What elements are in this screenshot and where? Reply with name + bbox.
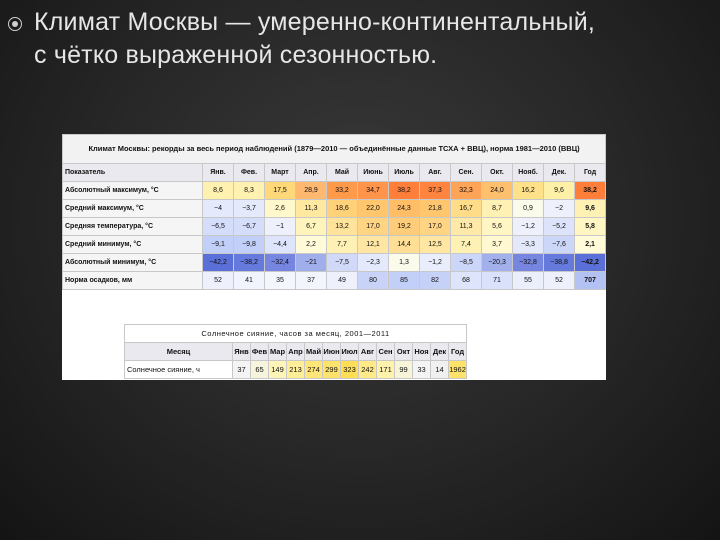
climate-records-table [62,134,606,290]
climate-month-header: Авг. [420,164,451,182]
climate-value-cell: 18,6 [327,200,358,218]
climate-table-row [63,236,606,254]
climate-value-cell: −9,1 [203,236,234,254]
climate-month-header: Янв. [203,164,234,182]
climate-value-cell: 2,1 [575,236,606,254]
climate-value-cell: −3,3 [513,236,544,254]
sunshine-value-cell: 149 [269,361,287,379]
sunshine-row-label: Солнечное сияние, ч [125,361,233,379]
sunshine-month-header: Авг [359,343,377,361]
sunshine-value-cell: 99 [395,361,413,379]
sunshine-month-header: Дек [431,343,449,361]
climate-value-cell: 24,3 [389,200,420,218]
climate-value-cell: −42,2 [203,254,234,272]
sunshine-month-header: Сен [377,343,395,361]
climate-row-label: Норма осадков, мм [63,272,203,290]
sunshine-month-header: Год [449,343,467,361]
climate-value-cell: −38,2 [234,254,265,272]
climate-month-header: Март [265,164,296,182]
sunshine-value-cell: 65 [251,361,269,379]
climate-value-cell: −32,4 [265,254,296,272]
climate-value-cell: 8,6 [203,182,234,200]
climate-value-cell: −1,2 [513,218,544,236]
sunshine-value-cell: 33 [413,361,431,379]
climate-month-header: Июль [389,164,420,182]
climate-row-label: Абсолютный максимум, °C [63,182,203,200]
climate-value-cell: −4 [203,200,234,218]
climate-value-cell: 22,0 [358,200,389,218]
climate-header-row [63,164,606,182]
sunshine-value-row [125,361,467,379]
climate-month-header: Дек. [544,164,575,182]
climate-row-label: Абсолютный минимум, °C [63,254,203,272]
climate-value-cell: 12,1 [358,236,389,254]
sunshine-header-label: Месяц [125,343,233,361]
climate-month-header: Сен. [451,164,482,182]
sunshine-value-cell: 1962 [449,361,467,379]
climate-value-cell: 5,8 [575,218,606,236]
sunshine-month-header: Фев [251,343,269,361]
slide-title-line-1: Климат Москвы — умеренно-континентальный, [34,8,596,36]
climate-value-cell: 52 [544,272,575,290]
climate-value-cell: 38,2 [389,182,420,200]
climate-value-cell: −6,5 [203,218,234,236]
climate-value-cell: 37 [296,272,327,290]
climate-value-cell: −5,2 [544,218,575,236]
climate-value-cell: 8,7 [482,200,513,218]
climate-value-cell: 707 [575,272,606,290]
sunshine-value-cell: 14 [431,361,449,379]
climate-value-cell: 9,6 [544,182,575,200]
climate-value-cell: −2 [544,200,575,218]
climate-value-cell: −20,3 [482,254,513,272]
climate-table-row [63,254,606,272]
climate-value-cell: 11,3 [296,200,327,218]
climate-value-cell: 6,7 [296,218,327,236]
climate-value-cell: 7,4 [451,236,482,254]
climate-value-cell: 52 [203,272,234,290]
climate-value-cell: 0,9 [513,200,544,218]
slide-title-row [8,6,714,72]
climate-value-cell: 55 [513,272,544,290]
climate-value-cell: 82 [420,272,451,290]
climate-value-cell: −3,7 [234,200,265,218]
climate-value-cell: 28,9 [296,182,327,200]
climate-table-caption: Климат Москвы: рекорды за весь период наблюдений (1879—2010 — объединённые данные ТСХА + ВВЦ), норма 1981—2010 (ВВЦ) [63,135,606,164]
climate-value-cell: 5,6 [482,218,513,236]
climate-value-cell: −21 [296,254,327,272]
sunshine-value-cell: 37 [233,361,251,379]
sunshine-header-row [125,343,467,361]
climate-value-cell: −32,8 [513,254,544,272]
climate-row-label: Средняя температура, °C [63,218,203,236]
sunshine-month-header: Июн [323,343,341,361]
sunshine-value-cell: 242 [359,361,377,379]
climate-value-cell: −38,8 [544,254,575,272]
climate-image-panel [62,134,606,380]
climate-value-cell: 9,6 [575,200,606,218]
sunshine-month-header: Янв [233,343,251,361]
climate-value-cell: 17,5 [265,182,296,200]
climate-value-cell: −1 [265,218,296,236]
climate-value-cell: −6,7 [234,218,265,236]
climate-value-cell: 21,8 [420,200,451,218]
sunshine-month-header: Мар [269,343,287,361]
climate-value-cell: 24,0 [482,182,513,200]
climate-value-cell: 2,6 [265,200,296,218]
climate-value-cell: 85 [389,272,420,290]
climate-value-cell: −4,4 [265,236,296,254]
climate-value-cell: 14,4 [389,236,420,254]
climate-value-cell: 37,3 [420,182,451,200]
climate-month-header: Год [575,164,606,182]
climate-value-cell: 2,2 [296,236,327,254]
climate-value-cell: 11,3 [451,218,482,236]
sunshine-value-cell: 323 [341,361,359,379]
climate-month-header: Фев. [234,164,265,182]
climate-value-cell: 12,5 [420,236,451,254]
climate-value-cell: 32,3 [451,182,482,200]
climate-value-cell: 1,3 [389,254,420,272]
sunshine-month-header: Май [305,343,323,361]
sunshine-month-header: Окт [395,343,413,361]
climate-row-label: Средний минимум, °C [63,236,203,254]
climate-table-row [63,200,606,218]
climate-month-header: Нояб. [513,164,544,182]
climate-value-cell: 19,2 [389,218,420,236]
sunshine-month-header: Апр [287,343,305,361]
climate-table-row [63,218,606,236]
climate-value-cell: −9,8 [234,236,265,254]
climate-value-cell: 3,7 [482,236,513,254]
sunshine-value-cell: 213 [287,361,305,379]
climate-value-cell: 8,3 [234,182,265,200]
sunshine-value-cell: 171 [377,361,395,379]
climate-value-cell: 41 [234,272,265,290]
climate-value-cell: 33,2 [327,182,358,200]
climate-value-cell: 35 [265,272,296,290]
climate-value-cell: 17,0 [358,218,389,236]
bullet-icon [8,17,22,31]
climate-table-row [63,182,606,200]
sunshine-value-cell: 274 [305,361,323,379]
climate-value-cell: 34,7 [358,182,389,200]
climate-value-cell: 13,2 [327,218,358,236]
climate-value-cell: 17,0 [420,218,451,236]
sunshine-month-header: Ноя [413,343,431,361]
climate-value-cell: −42,2 [575,254,606,272]
climate-value-cell: 71 [482,272,513,290]
climate-value-cell: −8,5 [451,254,482,272]
sunshine-month-header: Июл [341,343,359,361]
climate-value-cell: 80 [358,272,389,290]
climate-value-cell: −2,3 [358,254,389,272]
climate-value-cell: −1,2 [420,254,451,272]
climate-month-header: Июнь [358,164,389,182]
slide-title-line-2: с чётко выраженной сезонностью. [34,41,438,69]
climate-value-cell: −7,5 [327,254,358,272]
climate-value-cell: −7,6 [544,236,575,254]
climate-value-cell: 68 [451,272,482,290]
sunshine-table-caption: Солнечное сияние, часов за месяц, 2001—2011 [125,325,467,343]
climate-value-cell: 38,2 [575,182,606,200]
sunshine-table [124,324,467,379]
climate-value-cell: 16,2 [513,182,544,200]
sunshine-value-cell: 299 [323,361,341,379]
climate-value-cell: 49 [327,272,358,290]
slide-title [34,6,595,72]
climate-value-cell: 16,7 [451,200,482,218]
climate-month-header: Май [327,164,358,182]
climate-table-row [63,272,606,290]
climate-header-label: Показатель [63,164,203,182]
climate-month-header: Окт. [482,164,513,182]
climate-month-header: Апр. [296,164,327,182]
climate-row-label: Средний максимум, °C [63,200,203,218]
climate-value-cell: 7,7 [327,236,358,254]
